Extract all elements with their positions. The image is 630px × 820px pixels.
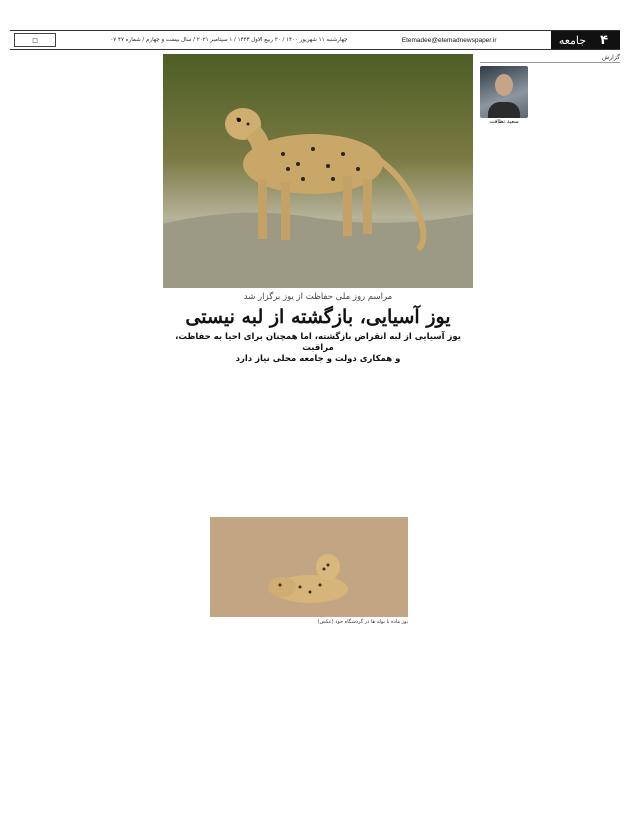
cheetah-family-photo	[210, 517, 408, 617]
cheetah-cubs-icon	[210, 517, 408, 617]
report-column	[480, 54, 620, 125]
issue-date: چهارشنبه ۱۱ شهریور ۱۴۰۰ / ۲۰ ربیع الاول ۱۴۴۳ / ۱ سپتامبر ۲۰۲۱ / سال بیست و چهارم / شماره ۴۷ ۰۷	[110, 37, 348, 43]
report-tag: گزارش	[480, 54, 620, 63]
contact-email[interactable]: Etemadee@etemadnewspaper.ir	[401, 36, 497, 44]
cheetah-photo	[163, 54, 473, 288]
article-lead	[163, 332, 473, 365]
article-title: یوز آسیایی، بازگشته از لبه نیستی	[185, 306, 451, 328]
photo-caption: یوز ماده با توله ها در گردشگاه خود (عکس)	[317, 619, 408, 625]
author-portrait-icon	[480, 66, 528, 118]
page-header	[10, 30, 620, 50]
text-line	[528, 63, 620, 69]
lead-line-1: یوز آسیایی از لبه انقراض بازگشته، اما همچنان برای احیا به حفاظت، مراقبت	[175, 332, 461, 353]
lead-line-2: و همکاری دولت و جامعه محلی نیاز دارد	[235, 354, 401, 364]
page-number: ۴	[600, 32, 608, 48]
article-headline-block	[163, 292, 473, 365]
section-label	[551, 31, 620, 49]
cheetah-icon	[163, 54, 473, 288]
section-name: جامعه	[558, 33, 587, 47]
publication-logo-icon: □	[14, 33, 56, 47]
author-name: سعید نظافت	[489, 119, 519, 125]
article-kicker: مراسم روز ملی حفاظت از یوز برگزار شد	[243, 292, 393, 302]
